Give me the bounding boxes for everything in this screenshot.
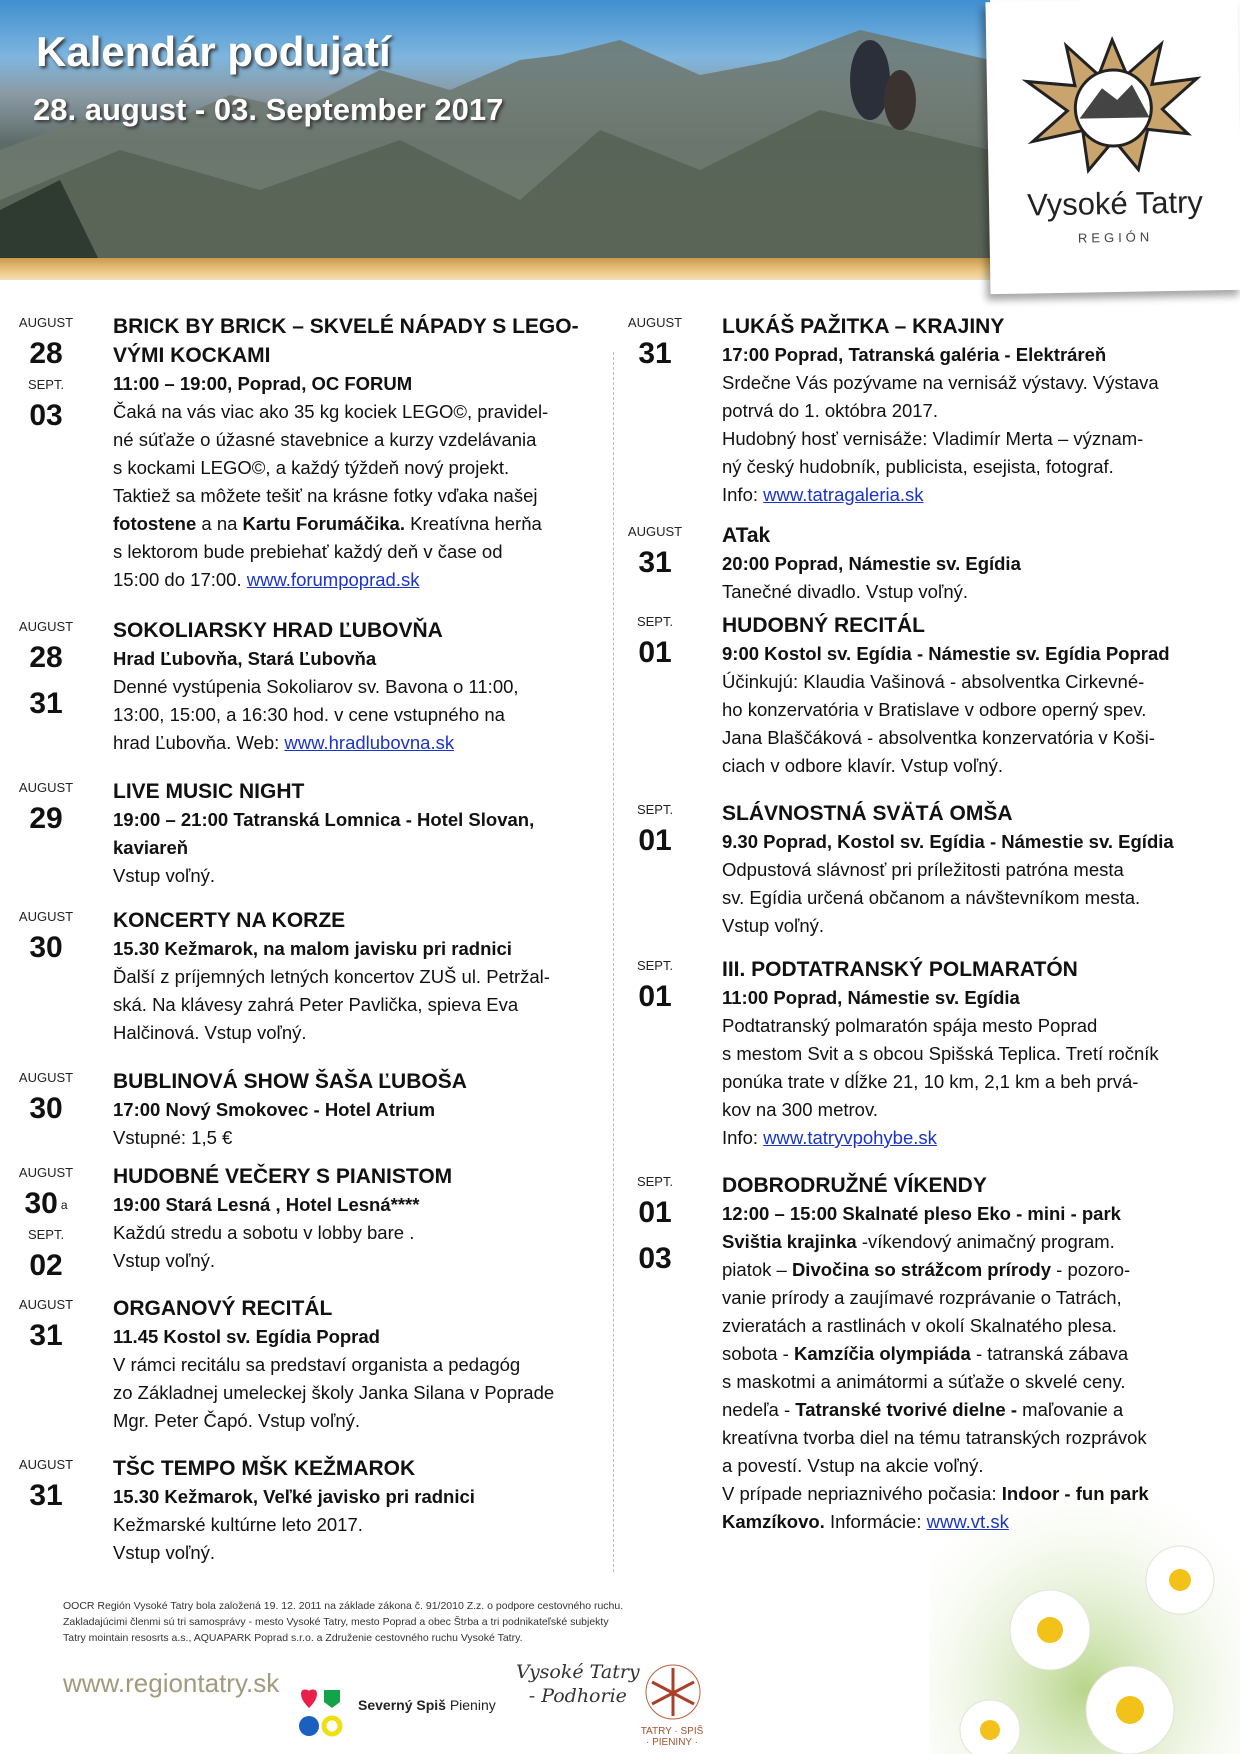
event-content [722, 799, 1174, 940]
event-description-line [113, 729, 519, 757]
text-segment: s maskotmi a animátormi a súťaže o skvelé ceny. [722, 1371, 1126, 1392]
event-content [113, 1162, 452, 1275]
severny-spis-logo [358, 1697, 496, 1713]
event-description-line [722, 397, 1159, 425]
event-description-line [113, 510, 579, 538]
event-description-line [722, 1508, 1149, 1536]
text-segment: Kreatívna herňa [404, 513, 542, 534]
text-segment: Taktiež sa môžete tešiť na krásne fotky vďaka našej [113, 485, 538, 506]
event-day [13, 396, 79, 436]
text-segment: Divočina so strážcom prírody [791, 1259, 1052, 1280]
event-content [113, 616, 519, 757]
event-month: SEPT. [636, 958, 674, 973]
text-segment: a povestí. Vstup na akcie voľný. [722, 1455, 984, 1476]
vtp-line: - Podhorie [528, 1685, 627, 1707]
event-description-line [722, 752, 1170, 780]
event-description-line [722, 1452, 1149, 1480]
event-day-number: 01 [638, 636, 672, 669]
event-day [622, 821, 688, 861]
text-segment: - pozoro- [1051, 1259, 1131, 1280]
event-content [113, 1067, 467, 1152]
text-segment: Účinkujú: Klaudia Vašinová - absolventka Cirkevné- [722, 671, 1145, 692]
event-content [722, 611, 1170, 780]
column-divider [613, 352, 614, 1572]
event-day-number: 01 [638, 980, 672, 1013]
event-link[interactable]: www.hradlubovna.sk [284, 732, 455, 753]
event-title: HUDOBNÝ RECITÁL [722, 614, 925, 637]
event-dates [622, 521, 688, 583]
event-dates [622, 312, 688, 374]
text-segment: Ďalší z príjemných letných koncertov ZUŠ ul. Petržal- [113, 966, 550, 987]
text-segment: Podtatranský polmaratón spája mesto Poprad [722, 1015, 1098, 1036]
page-title: Kalendár podujatí [36, 28, 391, 75]
spis-bold: Severný Spiš [358, 1697, 446, 1713]
event-dates [13, 1454, 79, 1516]
event-dates [13, 1294, 79, 1356]
event-time-location: 11.45 Kostol sv. Egídia Poprad [113, 1326, 380, 1347]
event-dates [13, 616, 79, 724]
event-day-number: 31 [29, 687, 63, 720]
event-dates [13, 312, 79, 436]
footer-line: OOCR Región Vysoké Tatry bola založená 19. 12. 2011 na základe zákona č. 91/2010 Z.z. o podpore cestovného ruchu. [63, 1600, 624, 1612]
text-segment: ný český hudobník, publicista, esejista, fotograf. [722, 456, 1114, 477]
vysoke-tatry-podhorie-logo [516, 1660, 640, 1708]
text-segment: ho konzervatória v Bratislave v odbore operný spev. [722, 699, 1147, 720]
event-description-line [113, 398, 579, 426]
text-segment: sobota - [722, 1343, 794, 1364]
event-description-line [722, 668, 1170, 696]
text-segment: V prípade nepriaznivého počasia: [722, 1483, 1002, 1504]
event-description-line [722, 696, 1170, 724]
text-segment: Kartu Forumáčika. [242, 513, 405, 534]
event-description-line [722, 369, 1159, 397]
event-month: AUGUST [18, 1457, 74, 1472]
text-segment: Kamzíkovo. [722, 1511, 825, 1532]
text-segment: s lektorom bude prebiehať každý deň v čase od [113, 541, 503, 562]
event-title: ORGANOVÝ RECITÁL [113, 1297, 333, 1320]
event-day [622, 977, 688, 1017]
text-segment: V rámci recitálu sa predstaví organista a pedagóg [113, 1354, 521, 1375]
text-segment: piatok – [722, 1259, 792, 1280]
date-range: 28. august - 03. September 2017 [33, 92, 504, 127]
text-segment: Vstup voľný. [113, 865, 216, 886]
event-day [622, 1193, 688, 1233]
event-description-line [722, 578, 1021, 606]
text-segment: 13:00, 15:00, a 16:30 hod. v cene vstupného na [113, 704, 505, 725]
event-description-line [722, 1284, 1149, 1312]
event-link[interactable]: www.vt.sk [926, 1511, 1009, 1532]
spis-rest: Pieniny [445, 1697, 496, 1713]
text-segment: 15:00 do 17:00. [113, 569, 247, 590]
text-segment: s kockami LEGO©, a každý týždeň nový projekt. [113, 457, 510, 478]
text-segment: Tanečné divadlo. Vstup voľný. [722, 581, 969, 602]
event-title: LUKÁŠ PAŽITKA – KRAJINY [722, 315, 1005, 338]
event-month: AUGUST [18, 1165, 74, 1180]
event-link[interactable]: www.forumpoprad.sk [246, 569, 420, 590]
text-segment: Indoor - fun park [1001, 1483, 1149, 1504]
event-day-number: 29 [29, 802, 63, 835]
text-segment: né súťaže o úžasné stavebnice a kurzy vzdelávania [113, 429, 537, 450]
event-day-number: 31 [638, 546, 672, 579]
event-month: AUGUST [18, 1070, 74, 1085]
event-description-line [113, 963, 550, 991]
event-day [13, 1184, 79, 1224]
event-title: SLÁVNOSTNÁ SVÄTÁ OMŠA [722, 802, 1013, 825]
event-dates [13, 906, 79, 968]
event-description-line [722, 884, 1174, 912]
event-description-line [722, 1228, 1149, 1256]
text-segment: a na [196, 513, 243, 534]
event-dates [13, 1067, 79, 1129]
event-description-line [113, 1511, 475, 1539]
event-content [722, 955, 1159, 1152]
event-description-line [722, 453, 1159, 481]
event-description-line [722, 1256, 1149, 1284]
sun-mountain-logo-icon [985, 0, 1240, 192]
event-month: AUGUST [627, 524, 683, 539]
event-description-line [113, 1124, 467, 1152]
event-description-line [722, 1124, 1159, 1152]
event-description-line [722, 1012, 1159, 1040]
event-description-line [113, 482, 579, 510]
event-day [622, 543, 688, 583]
event-month: SEPT. [636, 614, 674, 629]
event-description-line [113, 1219, 452, 1247]
text-segment: maľovanie a [1017, 1399, 1124, 1420]
event-title: DOBRODRUŽNÉ VÍKENDY [722, 1174, 987, 1197]
text-segment: Čaká na vás viac ako 35 kg kociek LEGO©, pravidel- [113, 401, 549, 422]
text-segment: Srdečne Vás pozývame na vernisáž výstavy. Výstava [722, 372, 1159, 393]
website-link[interactable]: www.regiontatry.sk [63, 1668, 280, 1698]
event-content [722, 1171, 1149, 1536]
event-time-location: 15.30 Kežmarok, na malom javisku pri radnici [113, 938, 512, 959]
text-segment: Vstupné: 1,5 € [113, 1127, 233, 1148]
event-title: BRICK BY BRICK – SKVELÉ NÁPADY S LEGO- [113, 315, 579, 338]
event-time-location: 11:00 Poprad, Námestie sv. Egídia [722, 987, 1020, 1008]
event-day-number: 03 [638, 1242, 672, 1275]
event-time-location: 19:00 – 21:00 Tatranská Lomnica - Hotel Slovan, [113, 809, 535, 830]
text-segment: ponúka trate v dĺžke 21, 10 km, 2,1 km a beh prvá- [722, 1071, 1139, 1092]
event-description-line [113, 1351, 554, 1379]
text-segment: Informácie: [824, 1511, 927, 1532]
event-day-number: 30 [29, 1092, 63, 1125]
event-description-line [722, 856, 1174, 884]
text-segment: kaviareň [113, 837, 189, 858]
event-description-line [722, 425, 1159, 453]
event-day [622, 334, 688, 374]
header-photo [0, 0, 990, 262]
event-content [113, 906, 550, 1047]
footer-line: Zakladajúcimi členmi sú tri samosprávy - mesto Vysoké Tatry, mesto Poprad a obec Štrba a tri podnikateľské subjekty [63, 1616, 609, 1628]
event-month: AUGUST [18, 619, 74, 634]
event-description-line [722, 481, 1159, 509]
event-month: AUGUST [18, 315, 74, 330]
event-link[interactable]: www.tatragaleria.sk [763, 484, 924, 505]
event-day-number: 01 [638, 1196, 672, 1229]
text-segment: ciach v odbore klavír. Vstup voľný. [722, 755, 1003, 776]
event-content [113, 1454, 475, 1567]
event-day [13, 928, 79, 968]
event-dates [622, 799, 688, 861]
event-day [13, 1476, 79, 1516]
text-segment: ská. Na klávesy zahrá Peter Pavlička, spieva Eva [113, 994, 519, 1015]
event-time-location: 11:00 – 19:00, Poprad, OC FORUM [113, 373, 413, 394]
event-title: ATak [722, 524, 771, 547]
header-band [0, 258, 1010, 280]
event-content [113, 312, 579, 594]
event-title: SOKOLIARSKY HRAD ĽUBOVŇA [113, 619, 443, 642]
text-segment: Mgr. Peter Čapó. Vstup voľný. [113, 1410, 361, 1431]
footer-line: Tatry mointain resosrts a.s., AQUAPARK Poprad s.r.o. a Združenie cestovného ruchu Vysoké Tatry. [63, 1632, 523, 1644]
event-description-line [113, 673, 519, 701]
event-time-location: 9.30 Poprad, Kostol sv. Egídia - Námestie sv. Egídia [722, 831, 1174, 852]
region-logo [985, 0, 1240, 294]
event-month: AUGUST [627, 315, 683, 330]
text-segment: nedeľa - [722, 1399, 796, 1420]
event-time-location: 17:00 Nový Smokovec - Hotel Atrium [113, 1099, 436, 1120]
text-segment: Vstup voľný. [722, 915, 825, 936]
event-description-line [722, 1480, 1149, 1508]
event-description-line [722, 912, 1174, 940]
text-segment: - tatranská zábava [970, 1343, 1129, 1364]
event-time-location: 19:00 Stará Lesná , Hotel Lesná**** [113, 1194, 420, 1215]
event-content [722, 521, 1021, 606]
event-content [722, 312, 1159, 509]
tatry-spis-pieniny-logo [640, 1726, 704, 1748]
text-segment: zo Základnej umeleckej školy Janka Silana v Poprade [113, 1382, 555, 1403]
event-dates [13, 1162, 79, 1286]
event-description-line [113, 1019, 550, 1047]
event-title: III. PODTATRANSKÝ POLMARATÓN [722, 958, 1078, 981]
event-day [13, 638, 79, 678]
event-day [13, 1246, 79, 1286]
event-description-line [113, 538, 579, 566]
event-month: SEPT. [27, 377, 65, 392]
event-description-line [113, 1407, 554, 1435]
event-description-line [722, 1424, 1149, 1452]
event-description-line [113, 454, 579, 482]
event-description-line [113, 426, 579, 454]
event-day [13, 1089, 79, 1129]
event-time-location: Hrad Ľubovňa, Stará Ľubovňa [113, 648, 377, 669]
event-day [13, 684, 79, 724]
event-title: BUBLINOVÁ SHOW ŠAŠA ĽUBOŠA [113, 1070, 467, 1093]
event-day-number: 28 [29, 337, 63, 370]
text-segment: Odpustová slávnosť pri príležitosti patróna mesta [722, 859, 1124, 880]
event-day [622, 633, 688, 673]
text-segment: Jana Blaščáková - absolventka konzervatória v Koši- [722, 727, 1155, 748]
logo-sub: REGIÓN [1077, 229, 1154, 246]
event-description-line [113, 862, 534, 890]
event-description-line [113, 1247, 452, 1275]
event-description-line [113, 991, 550, 1019]
event-description-line [722, 1040, 1159, 1068]
event-day [13, 799, 79, 839]
text-segment: vanie prírody a zaujímavé rozprávanie o Tatrách, [722, 1287, 1122, 1308]
event-time-location: 15.30 Kežmarok, Veľké javisko pri radnici [113, 1486, 475, 1507]
event-dates [13, 777, 79, 839]
severny-spis-logo-icon [298, 1688, 344, 1740]
event-description-line [113, 566, 579, 594]
text-segment: Kamzíčia olympiáda [794, 1343, 971, 1364]
text-segment: Tatranské tvorivé dielne - [795, 1399, 1018, 1420]
event-day-number: 03 [29, 399, 63, 432]
event-day [13, 1316, 79, 1356]
logo-name: Vysoké Tatry [1026, 184, 1204, 223]
event-day [622, 1239, 688, 1279]
event-title: LIVE MUSIC NIGHT [113, 780, 305, 803]
event-month: SEPT. [27, 1227, 65, 1242]
text-segment: Vstup voľný. [113, 1542, 216, 1563]
event-day-number: 31 [638, 337, 672, 370]
text-segment: Hudobný hosť vernisáže: Vladimír Merta – význam- [722, 428, 1144, 449]
text-segment: Vstup voľný. [113, 1250, 216, 1271]
vtp-line: Vysoké Tatry [516, 1661, 640, 1683]
event-time-location: 20:00 Poprad, Námestie sv. Egídia [722, 553, 1021, 574]
text-segment: Každú stredu a sobotu v lobby bare . [113, 1222, 415, 1243]
tsp-line: · PIENINY · [645, 1737, 699, 1748]
event-description-line [113, 1539, 475, 1567]
event-title: TŠC TEMPO MŠK KEŽMAROK [113, 1457, 416, 1480]
event-description-line [722, 1396, 1149, 1424]
text-segment: s mestom Svit a s obcou Spišská Teplica. Tretí ročník [722, 1043, 1159, 1064]
text-segment: potrvá do 1. októbra 2017. [722, 400, 938, 421]
event-title: VÝMI KOCKAMI [113, 344, 271, 367]
event-description-line [722, 724, 1170, 752]
text-segment: kreatívna tvorba diel na tému tatranských rozprávok [722, 1427, 1147, 1448]
event-day-number: 02 [29, 1249, 63, 1282]
text-segment: Svištia krajinka [722, 1231, 857, 1252]
text-segment: Denné vystúpenia Sokoliarov sv. Bavona o 11:00, [113, 676, 519, 697]
event-dates [622, 1171, 688, 1279]
event-description-line [113, 1379, 554, 1407]
event-day-number: 31 [29, 1319, 63, 1352]
tatry-spis-pieniny-star-icon [644, 1660, 702, 1726]
text-segment: Kežmarské kultúrne leto 2017. [113, 1514, 363, 1535]
event-content [113, 777, 534, 890]
event-month: SEPT. [636, 1174, 674, 1189]
footer-note [63, 1598, 623, 1646]
text-segment: kov na 300 metrov. [722, 1099, 878, 1120]
date-connector: a [60, 1198, 68, 1213]
text-segment: zvieratách a rastlinách v okolí Skalnatého plesa. [722, 1315, 1117, 1336]
event-description-line [722, 1068, 1159, 1096]
event-time-location: 17:00 Poprad, Tatranská galéria - Elektráreň [722, 344, 1107, 365]
event-day-number: 01 [638, 824, 672, 857]
event-title: KONCERTY NA KORZE [113, 909, 346, 932]
event-day-number: 30 [24, 1187, 58, 1220]
event-description-line [722, 1340, 1149, 1368]
event-day [13, 334, 79, 374]
event-month: AUGUST [18, 1297, 74, 1312]
event-time-location: 9:00 Kostol sv. Egídia - Námestie sv. Egídia Poprad [722, 643, 1170, 664]
event-time-location: 12:00 – 15:00 Skalnaté pleso Eko - mini - park [722, 1203, 1121, 1224]
event-description-line [722, 1096, 1159, 1124]
event-day-number: 31 [29, 1479, 63, 1512]
event-content [113, 1294, 554, 1435]
event-title: HUDOBNÉ VEČERY S PIANISTOM [113, 1165, 453, 1188]
event-dates [622, 611, 688, 673]
event-month: AUGUST [18, 780, 74, 795]
tsp-line: TATRY · SPIŠ [640, 1726, 704, 1737]
event-day-number: 28 [29, 641, 63, 674]
text-segment: sv. Egídia určená občanom a návštevníkom mesta. [722, 887, 1141, 908]
text-segment: Halčinová. Vstup voľný. [113, 1022, 307, 1043]
event-description-line [113, 701, 519, 729]
text-segment: -víkendový animačný program. [856, 1231, 1115, 1252]
text-segment: Info: [722, 484, 764, 505]
event-day-number: 30 [29, 931, 63, 964]
text-segment: Info: [722, 1127, 764, 1148]
event-dates [622, 955, 688, 1017]
event-month: AUGUST [18, 909, 74, 924]
event-description-line [722, 1368, 1149, 1396]
event-description-line [722, 1312, 1149, 1340]
event-description-line [113, 834, 534, 862]
text-segment: fotostene [113, 513, 197, 534]
text-segment: hrad Ľubovňa. Web: [113, 732, 285, 753]
event-link[interactable]: www.tatryvpohybe.sk [763, 1127, 937, 1148]
event-month: SEPT. [636, 802, 674, 817]
